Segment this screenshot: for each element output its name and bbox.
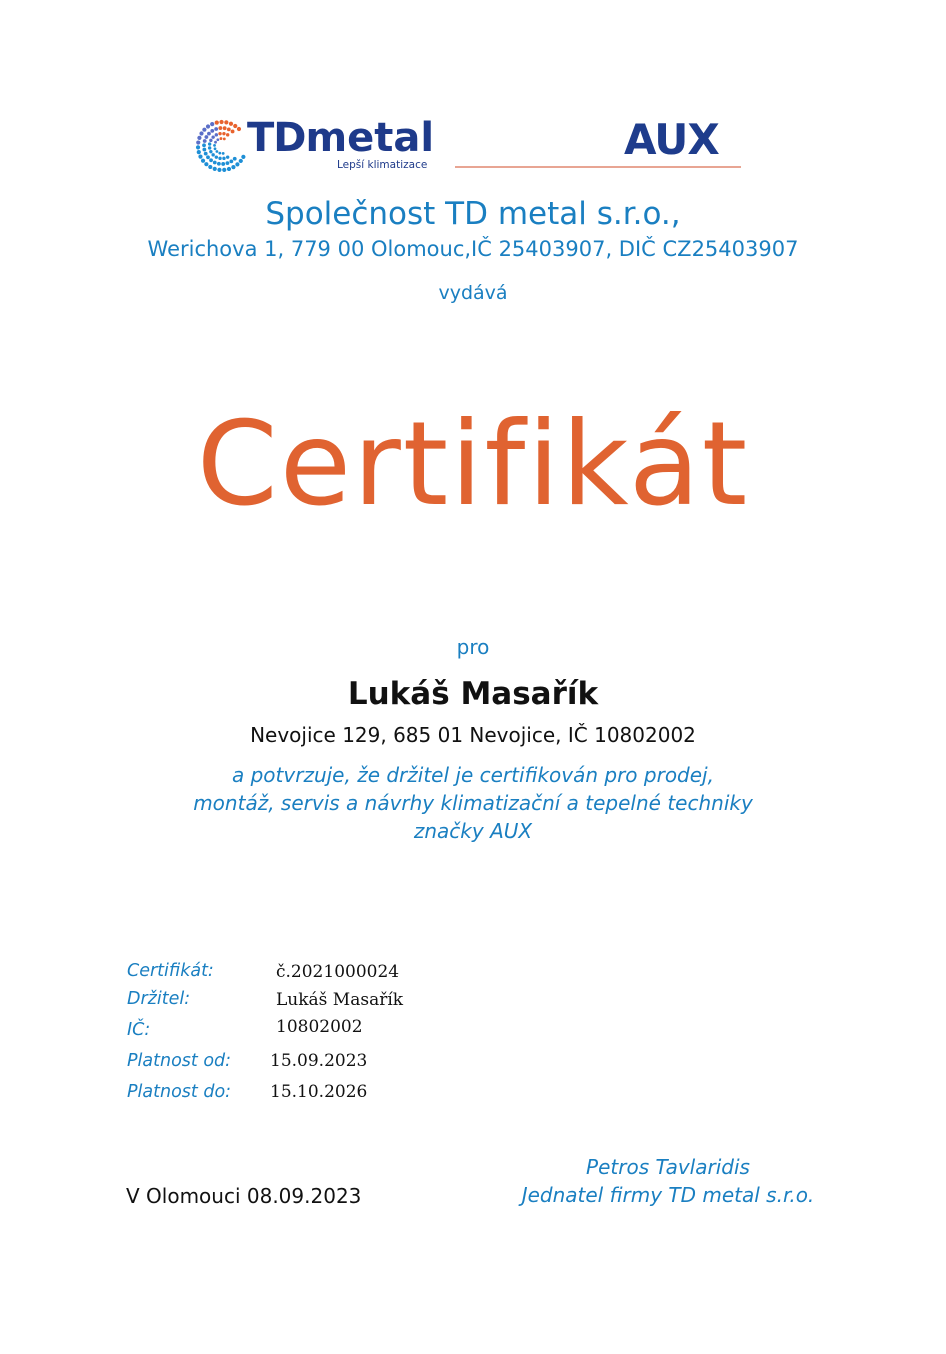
- swirl-dot: [201, 159, 205, 163]
- recipient-address: Nevojice 129, 685 01 Nevojice, IČ 10802002: [250, 723, 696, 747]
- certificate-title: Certifikát: [196, 397, 750, 532]
- swirl-dot: [206, 155, 210, 159]
- td-metal-logo-text: TDmetal: [247, 115, 435, 161]
- swirl-dot: [226, 133, 229, 136]
- swirl-dot: [231, 130, 235, 134]
- signatory-name: Petros Tavlaridis: [586, 1155, 750, 1179]
- swirl-dot: [227, 127, 231, 131]
- swirl-dot: [229, 122, 233, 126]
- description-line-2: montáž, servis a návrhy klimatizační a tepelné techniky: [193, 791, 753, 815]
- issuer-company: Společnost TD metal s.r.o.,: [265, 196, 681, 232]
- swirl-dot: [235, 162, 239, 166]
- swirl-dot: [197, 136, 201, 140]
- swirl-dot: [208, 142, 211, 145]
- td-metal-swirl-icon: [195, 112, 247, 182]
- swirl-dot: [217, 168, 221, 172]
- swirl-dot: [196, 140, 200, 144]
- swirl-dot: [197, 150, 201, 154]
- swirl-dot: [222, 152, 225, 155]
- swirl-dot: [215, 155, 218, 158]
- swirl-dot: [222, 132, 225, 135]
- td-metal-logo: [195, 112, 435, 182]
- swirl-dot: [213, 167, 217, 171]
- certification-description: [0, 761, 946, 845]
- swirl-dot: [239, 159, 243, 163]
- signatory-title: Jednatel firmy TD metal s.r.o.: [521, 1183, 815, 1207]
- swirl-dot: [227, 167, 231, 171]
- swirl-dot: [202, 148, 206, 152]
- swirl-dot: [213, 144, 216, 147]
- swirl-dot: [210, 122, 214, 126]
- swirl-dot: [237, 127, 241, 131]
- swirl-dot: [221, 162, 225, 166]
- valid-from-label: Platnost od:: [127, 1051, 232, 1071]
- swirl-dot: [213, 161, 217, 165]
- swirl-dot: [216, 150, 219, 153]
- td-metal-logo-tagline: Lepší klimatizace: [337, 159, 428, 171]
- swirl-dot: [216, 138, 219, 141]
- swirl-dot: [222, 168, 226, 172]
- valid-to-value: 15.10.2026: [270, 1082, 368, 1102]
- holder-label: Držitel:: [127, 989, 191, 1009]
- swirl-dot: [207, 132, 211, 136]
- swirl-dot: [218, 157, 221, 160]
- swirl-dot: [202, 128, 206, 132]
- swirl-dot: [209, 139, 212, 142]
- swirl-dot: [206, 124, 210, 128]
- issuer-address: Werichova 1, 779 00 Olomouc,IČ 25403907, DIČ CZ25403907: [147, 237, 799, 261]
- swirl-dot: [204, 152, 208, 156]
- swirl-dot: [214, 141, 217, 144]
- header-divider: [455, 166, 741, 168]
- swirl-dot: [220, 137, 223, 140]
- swirl-dot: [204, 135, 208, 139]
- swirl-dot: [217, 162, 221, 166]
- swirl-dot: [208, 146, 211, 149]
- aux-logo: AUX: [624, 115, 719, 164]
- swirl-dot: [233, 157, 237, 161]
- swirl-dot: [218, 126, 222, 130]
- swirl-dot: [202, 143, 206, 147]
- valid-from-value: 15.09.2023: [270, 1051, 368, 1071]
- description-line-3: značky AUX: [413, 819, 533, 843]
- certificate-number-label: Certifikát:: [127, 961, 214, 981]
- swirl-dot: [226, 161, 230, 165]
- swirl-dot: [229, 159, 233, 163]
- swirl-dot: [215, 133, 218, 136]
- swirl-dot: [210, 129, 214, 133]
- swirl-dot: [204, 162, 208, 166]
- swirl-dot: [203, 139, 207, 143]
- swirl-dot: [226, 155, 229, 158]
- holder-value: Lukáš Masařík: [276, 990, 404, 1010]
- ic-label: IČ:: [127, 1020, 151, 1040]
- place-and-date: V Olomouci 08.09.2023: [126, 1184, 362, 1208]
- swirl-dot: [222, 157, 225, 160]
- certificate-number-value: č.2021000024: [276, 962, 400, 982]
- swirl-dot: [224, 120, 228, 124]
- valid-to-label: Platnost do:: [127, 1082, 232, 1102]
- swirl-dot: [219, 120, 223, 124]
- swirl-dot: [218, 132, 221, 135]
- description-line-1: a potvrzuje, že držitel je certifikován pro prodej,: [232, 763, 714, 787]
- swirl-dot: [198, 155, 202, 159]
- for-label: pro: [456, 635, 490, 659]
- swirl-dot: [211, 153, 214, 156]
- swirl-dot: [208, 165, 212, 169]
- swirl-dot: [196, 145, 200, 149]
- swirl-dot: [214, 127, 218, 131]
- swirl-dot: [241, 155, 245, 159]
- swirl-dot: [223, 126, 227, 130]
- issues-label: vydává: [438, 282, 508, 304]
- swirl-dot: [223, 137, 226, 140]
- swirl-dot: [209, 150, 212, 153]
- ic-value: 10802002: [276, 1017, 363, 1037]
- swirl-dot: [233, 124, 237, 128]
- recipient-name: Lukáš Masařík: [347, 676, 599, 712]
- swirl-dot: [218, 152, 221, 155]
- swirl-dot: [214, 147, 217, 150]
- swirl-dot: [199, 131, 203, 135]
- swirl-dot: [215, 120, 219, 124]
- swirl-dot: [231, 165, 235, 169]
- swirl-dot: [211, 135, 214, 138]
- swirl-dot: [209, 158, 213, 162]
